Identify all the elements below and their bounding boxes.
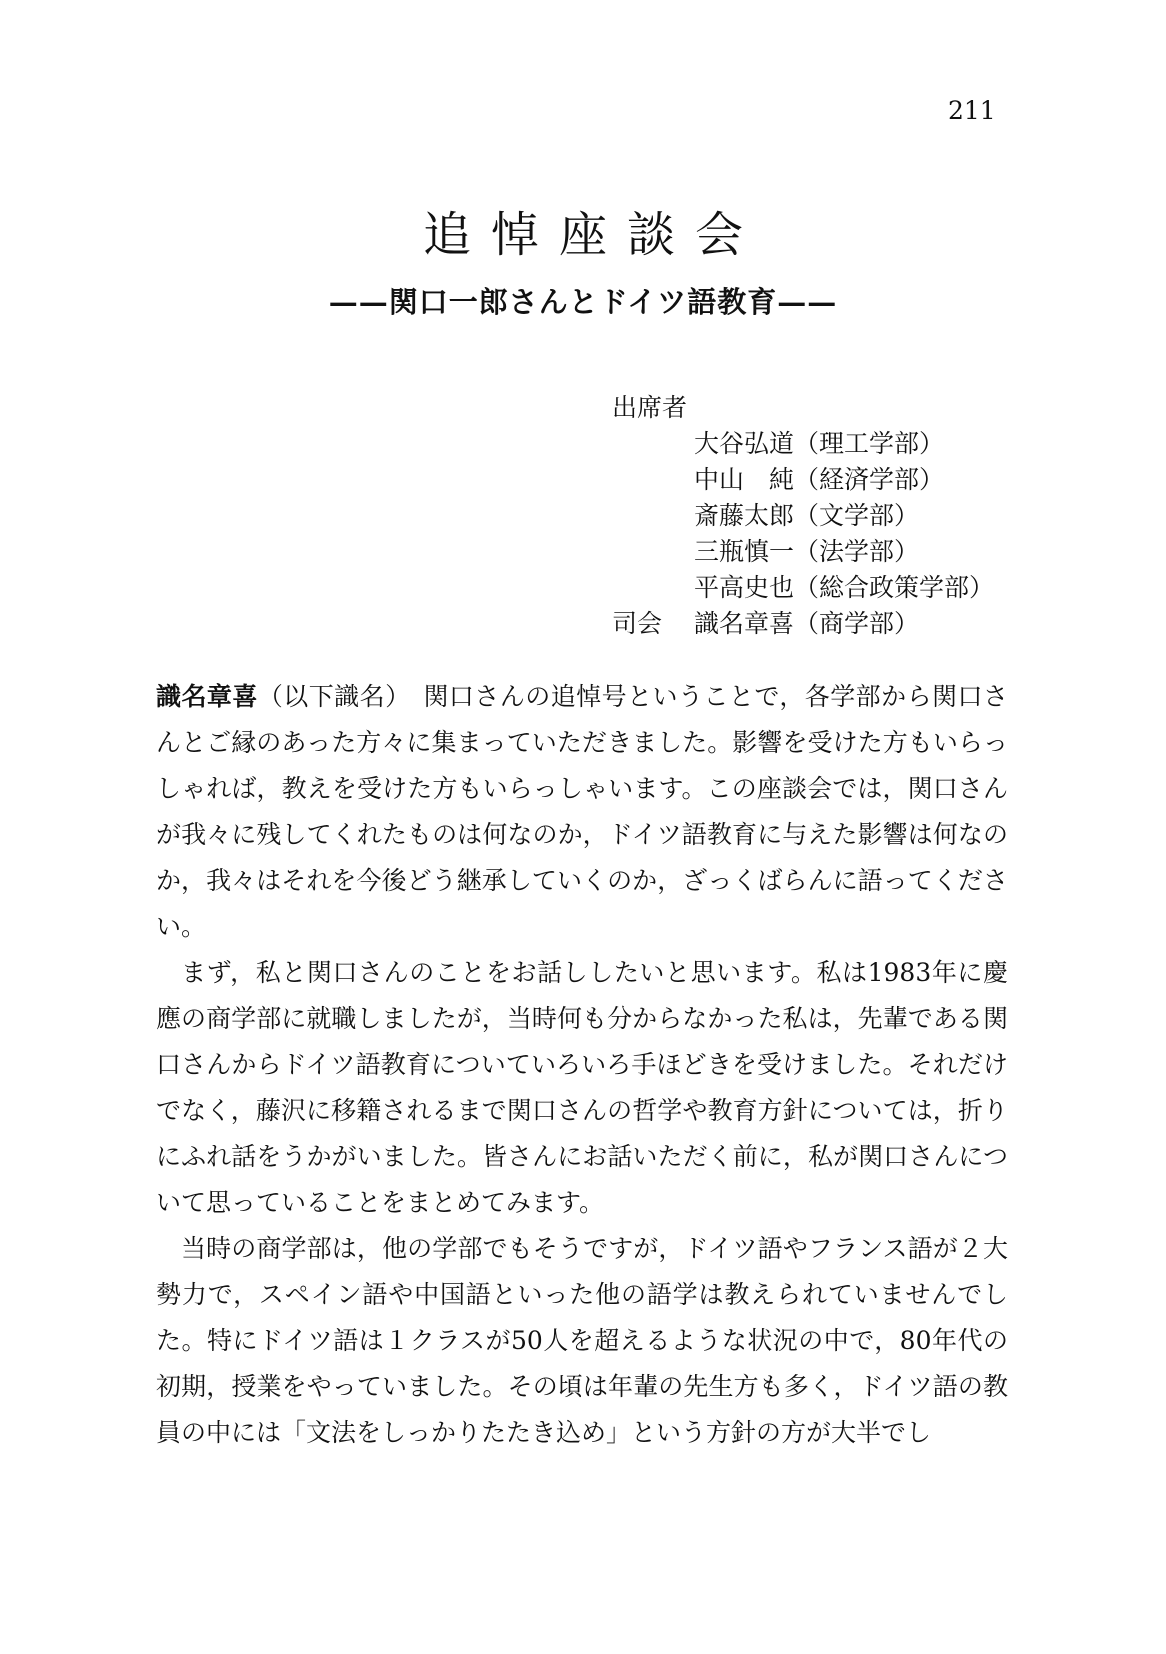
participant-row	[612, 534, 994, 570]
article-body	[156, 674, 1008, 1456]
participant-row	[612, 462, 994, 498]
speaker-name: 識名章喜	[156, 682, 258, 711]
participants-block	[612, 390, 994, 642]
participant-name: 大谷弘道（理工学部）	[694, 429, 945, 458]
paragraph: 当時の商学部は，他の学部でもそうですが，ドイツ語やフランス語が２大勢力で，スペイン語や中国語といった他の語学は教えられていませんでした。特にドイツ語は１クラスが50人を超えるような状況の中で，80年代の初期，授業をやっていました。その頃は年輩の先生方も多く，ドイツ語の教員の中には「文法をしっかりたたき込め」という方針の方が大半でし	[156, 1234, 1008, 1447]
participants-header: 出席者	[612, 393, 688, 422]
participant-name: 中山 純（経済学部）	[694, 465, 945, 494]
participants-header-row	[612, 390, 994, 426]
participant-name: 斎藤太郎（文学部）	[694, 501, 920, 530]
paragraph-text: 関口さんの追悼号ということで，各学部から関口さんとご縁のあった方々に集まっていただきました。影響を受けた方もいらっしゃれば，教えを受けた方もいらっしゃいます。この座談会では，関口さんが我々に残してくれたものは何なのか，ドイツ語教育に与えた影響は何なのか，我々はそれを今後どう継承していくのか，ざっくばらんに語ってください。	[156, 682, 1008, 941]
page-subtitle: ——関口一郎さんとドイツ語教育——	[328, 285, 838, 319]
participant-row	[612, 570, 994, 606]
paragraph: まず，私と関口さんのことをお話ししたいと思います。私は1983年に慶應の商学部に就職しましたが，当時何も分からなかった私は，先輩である関口さんからドイツ語教育についていろいろ手ほどきを受けました。それだけでなく，藤沢に移籍されるまで関口さんの哲学や教育方針については，折りにふれ話をうかがいました。皆さんにお話いただく前に，私が関口さんについて思っていることをまとめてみます。	[156, 958, 1008, 1217]
participant-row	[612, 498, 994, 534]
moderator-name: 識名章喜（商学部）	[694, 609, 920, 638]
speaker-note: （以下識名）	[257, 682, 399, 711]
participant-name: 三瓶慎一（法学部）	[694, 537, 920, 566]
page-title: 追悼座談会	[422, 207, 763, 263]
moderator-row	[612, 606, 994, 642]
moderator-label: 司会	[612, 609, 663, 638]
page-number: 211	[948, 96, 996, 125]
paragraph	[156, 674, 1008, 950]
participant-name: 平高史也（総合政策学部）	[694, 573, 995, 602]
participant-row	[612, 426, 994, 462]
